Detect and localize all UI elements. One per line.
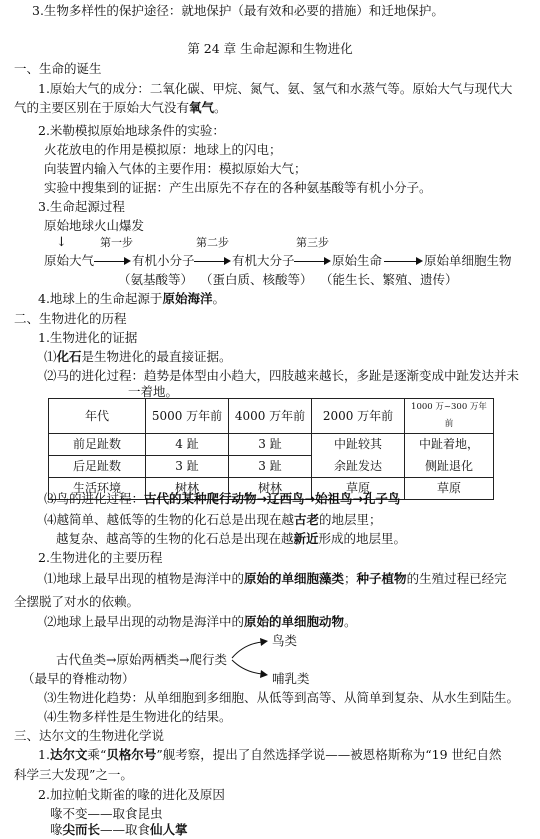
horse-line-b: 一着地。 [128, 384, 179, 399]
cactus-term: 仙人掌 [150, 822, 188, 837]
table-cell: 草原 [405, 478, 494, 500]
diversity-line: ⑷生物多样性是生物进化的结果。 [44, 709, 232, 724]
table-cell: 树林 [146, 478, 229, 500]
gas-line: 向装置内输入气体的主要作用：模拟原始大气； [44, 161, 307, 176]
section-3-heading: 三、达尔文的生物进化学说 [14, 728, 165, 743]
main-history-heading: 2.生物进化的主要历程 [38, 550, 163, 565]
ancient-term: 古老 [294, 512, 320, 527]
table-cell: 3 趾 [146, 456, 229, 478]
table-cell: 中趾着地， [405, 434, 494, 456]
flow-arrowhead-1 [124, 257, 131, 265]
table-cell: 3 趾 [229, 456, 312, 478]
spark-line: 火花放电的作用是模拟原：地球上的闪电； [44, 142, 282, 157]
evidence-line: 实验中搜集到的证据：产生出原先不存在的各种氨基酸等有机小分子。 [44, 180, 432, 195]
flow-arrowhead-2 [224, 257, 231, 265]
table-header-cell: 5000 万年前 [146, 399, 229, 434]
ocean-term: 原始海洋 [162, 291, 213, 306]
bird-branch-label: 鸟类 [272, 633, 298, 648]
flow-primitive-life: 原始生命 [332, 253, 383, 268]
beak-unchanged-line: 喙不变——取食昆虫 [50, 806, 163, 821]
darwin-line-b: 科学三大发现”之一。 [14, 767, 133, 782]
oxygen-term: 氧气 [189, 100, 215, 115]
sub-amino-acids: （氨基酸等） [118, 272, 194, 287]
complex-fossil-line: 越复杂、越高等的生物的化石总是出现在越新近形成的地层里。 [56, 531, 407, 546]
branch-arrows-icon [230, 636, 274, 680]
table-cell: 前足趾数 [49, 434, 146, 456]
table-cell: 中趾较其 [312, 434, 405, 456]
beagle-term: 贝格尔号 [106, 747, 157, 762]
beak-long-line: 喙尖而长——取食仙人掌 [50, 822, 188, 837]
vertebrate-note: （最早的脊椎动物） [22, 671, 135, 686]
down-arrow-icon: ↓ [56, 235, 67, 250]
horse-line-a: ⑵马的进化过程：趋势是体型由小趋大，四肢越来越长，多趾是逐渐变成中趾发达并未 [44, 368, 520, 383]
sub-proteins: （蛋白质、核酸等） [200, 272, 313, 287]
section-2-heading: 二、生物进化的历程 [14, 311, 127, 326]
pointed-long-term: 尖而长 [62, 822, 101, 837]
table-row [49, 456, 494, 478]
table-header-row [49, 399, 494, 434]
table-cell: 余趾发达 [312, 456, 405, 478]
flow-arrow-2 [194, 261, 224, 262]
table-cell: 树林 [229, 478, 312, 500]
table-header-cell: 年代 [49, 399, 146, 434]
table-cell: 4 趾 [146, 434, 229, 456]
animal-line: ⑵地球上最早出现的动物是海洋中的原始的单细胞动物。 [44, 614, 357, 629]
flow-single-cell: 原始单细胞生物 [424, 253, 512, 268]
seed-plant-term: 种子植物 [356, 571, 407, 586]
flow-arrow-4 [384, 261, 416, 262]
table-cell: 生活环境 [49, 478, 146, 500]
bird-evolution-line: ⑶鸟的进化过程：古代的某种爬行动物→辽西鸟→始祖鸟→孔子鸟 [44, 491, 401, 506]
section-1-heading: 一、生命的诞生 [14, 61, 102, 76]
galapagos-heading: 2.加拉帕戈斯雀的喙的进化及原因 [38, 787, 225, 802]
step-3-label: 第三步 [296, 236, 329, 249]
volcano-line: 原始地球火山爆发 [44, 218, 145, 233]
flow-primitive-atmosphere: 原始大气 [44, 253, 95, 268]
table-header-cell: 4000 万年前 [229, 399, 312, 434]
flow-small-molecules: 有机小分子 [132, 253, 195, 268]
flow-arrow-3 [294, 261, 324, 262]
flow-arrowhead-4 [416, 257, 423, 265]
vertebrate-chain: 古代鱼类→原始两栖类→爬行类 [56, 652, 227, 667]
table-cell: 草原 [312, 478, 405, 500]
darwin-line-a: 1.达尔文乘“贝格尔号”舰考察，提出了自然选择学说——被恩格斯称为“19 世纪自然 [38, 747, 502, 762]
step-1-label: 第一步 [100, 236, 133, 249]
proof-heading: 1.生物进化的证据 [38, 330, 138, 345]
bird-evolution-chain: 古代的某种爬行动物→辽西鸟→始祖鸟→孔子鸟 [144, 491, 401, 506]
horse-evolution-table [48, 398, 494, 500]
origin-process-heading: 3.生命起源过程 [38, 199, 125, 214]
evolution-trend-line: ⑶生物进化趋势：从单细胞到多细胞、从低等到高等、从简单到复杂、从水生到陆生。 [44, 690, 520, 705]
fossil-term: 化石 [56, 349, 82, 364]
table-row [49, 434, 494, 456]
table-cell: 侧趾退化 [405, 456, 494, 478]
flow-arrow-1 [94, 261, 124, 262]
table-header-cell: 2000 万年前 [312, 399, 405, 434]
ocean-line: 4.地球上的生命起源于原始海洋。 [38, 291, 225, 306]
plant-line-b: 全摆脱了对水的依赖。 [14, 594, 140, 609]
darwin-term: 达尔文 [49, 747, 88, 762]
plant-line-a: ⑴地球上最早出现的植物是海洋中的原始的单细胞藻类；种子植物的生殖过程已经完 [44, 571, 507, 586]
table-cell: 后足趾数 [49, 456, 146, 478]
simple-fossil-line: ⑷越简单、越低等的生物的化石总是出现在越古老的地层里； [44, 512, 382, 527]
miller-heading: 2.米勒模拟原始地球条件的实验： [38, 123, 225, 138]
sub-life-traits: （能生长、繁殖、遗传） [320, 272, 458, 287]
fossil-line: ⑴化石是生物进化的最直接证据。 [44, 349, 232, 364]
step-2-label: 第二步 [196, 236, 229, 249]
unicellular-animal-term: 原始的单细胞动物 [244, 614, 345, 629]
atmosphere-line-a: 1.原始大气的成分：二氧化碳、甲烷、氮气、氨、氢气和水蒸气等。原始大气与现代大 [38, 81, 513, 96]
mammal-branch-label: 哺乳类 [272, 671, 310, 686]
biodiversity-protection-line: 3.生物多样性的保护途径：就地保护（最有效和必要的措施）和迁地保护。 [32, 3, 444, 18]
atmosphere-line-b: 气的主要区别在于原始大气没有氧气。 [14, 100, 227, 115]
flow-arrowhead-3 [324, 257, 331, 265]
recent-term: 新近 [293, 531, 319, 546]
table-cell: 3 趾 [229, 434, 312, 456]
algae-term: 原始的单细胞藻类 [244, 571, 345, 586]
table-header-cell: 1000 万~300 万年前 [405, 399, 494, 434]
flow-large-molecules: 有机大分子 [232, 253, 295, 268]
chapter-title: 第 24 章 生命起源和生物进化 [187, 41, 353, 56]
